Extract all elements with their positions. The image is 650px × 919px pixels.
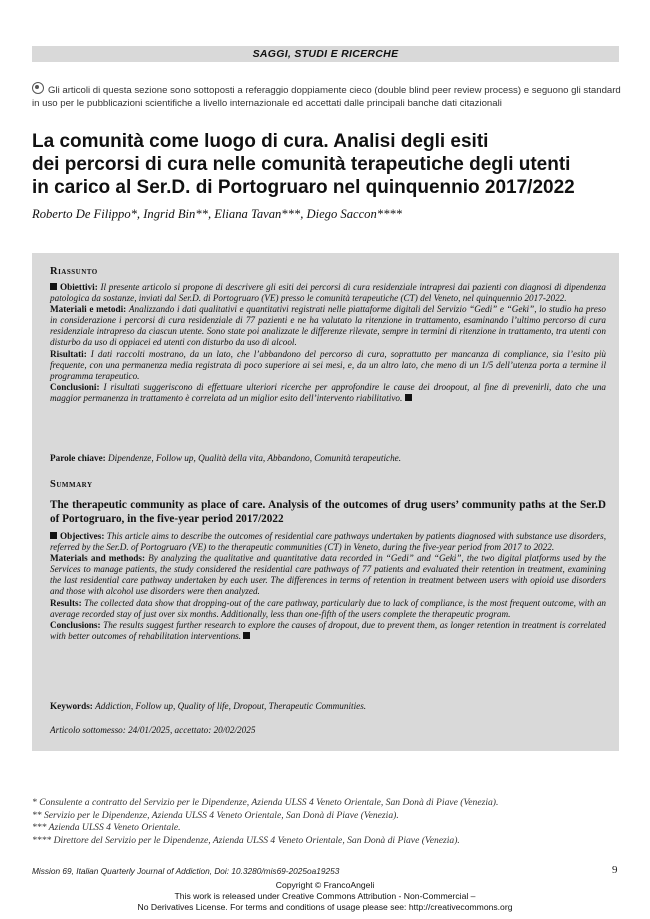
end-square-icon <box>405 394 412 401</box>
obiettivi-text: Il presente articolo si propone di descrivere gli esiti dei percorsi di cura residenziale intrapresi dai pazienti con diagnosi di dipendenza patologica da sostanze, inviati dal Ser.D. di Portogruaro (VE) presso le comunità terapeutiche (CT) del Veneto, nel quinquennio 2017-2022. <box>50 282 606 304</box>
conclusioni-text: I risultati suggeriscono di effettuare ulteriori ricerche per approfondire le cause dei droopout, al fine di prevenirli, dato che una maggior permanenza in trattamento è correlata ad un miglior esito dell’intervento riabilitativo. <box>50 381 607 403</box>
footnote: ** Servizio per le Dipendenze, Azienda ULSS 4 Veneto Orientale, San Donà di Piave (Venezia). <box>32 809 399 821</box>
obiettivi-label: Obiettivi: <box>60 282 98 292</box>
parole-chiave-text: Dipendenze, Follow up, Qualità della vita, Abbandono, Comunità terapeutiche. <box>108 453 402 463</box>
conclusioni-label: Conclusioni: <box>50 381 100 392</box>
peer-review-note <box>32 82 622 110</box>
copyright-line: Copyright © FrancoAngeli <box>275 880 375 890</box>
conclusions-text: The results suggest further research to explore the causes of dropout, due to prevent them, as longer retention in treatment is correlated with better outcomes of rehabilitation interventions. <box>50 619 606 641</box>
results-text: The collected data show that dropping-out of the care pathway, particularly due to lack of compliance, is the most frequent outcome, with an average recorded stay of just over six months. Additionally, less than one-fifth of the users complete the therapeutic program. <box>50 597 607 619</box>
title-line-2: dei percorsi di cura nelle comunità terapeutiche degli utenti <box>32 154 571 175</box>
title-line-3: in carico al Ser.D. di Portogruaro nel quinquennio 2017/2022 <box>32 177 575 198</box>
conclusions-label: Conclusions: <box>50 619 101 630</box>
keywords-text: Addiction, Follow up, Quality of life, Dropout, Therapeutic Communities. <box>95 701 367 711</box>
footnote: *** Azienda ULSS 4 Veneto Orientale. <box>32 822 181 833</box>
peer-review-text: Gli articoli di questa sezione sono sottoposti a referaggio doppiamente cieco (double blind peer review process) e seguono gli standard in uso per le pubblicazioni scientifiche a livello internazionale ed accettati dalle principali banche dati citazionali <box>32 85 621 109</box>
summary-title: The therapeutic community as place of care. Analysis of the outcomes of drug users’ community paths at the Ser.D of Portogruaro, in the five-year period 2017/2022 <box>50 499 606 525</box>
license-terms-line: No Derivatives License. For terms and conditions of usage please see: http://creativecommons.org <box>137 902 513 912</box>
results-label: Results: <box>50 597 82 608</box>
license-line: This work is released under Creative Commons Attribution - Non-Commercial – <box>174 891 476 901</box>
article-title <box>32 130 622 199</box>
keywords-label: Keywords: <box>50 701 93 711</box>
bullet-square-icon <box>50 532 57 539</box>
footnote: **** Direttore del Servizio per le Dipendenze, Azienda ULSS 4 Veneto Orientale, San Donà di Piave (Venezia). <box>32 834 460 846</box>
peer-review-seal-icon <box>32 82 44 94</box>
methods-label: Materials and methods: <box>50 553 146 564</box>
footnotes <box>32 797 622 847</box>
abstract-box <box>32 253 619 751</box>
objectives-text: This article aims to describe the outcomes of residential care pathways undertaken by patients diagnosed with substance use disorders, referred by the Ser.D. of Portogruaro (VE) to the therapeutic communities (CT) in Veneto, during the five-year period from 2017 to 2022. <box>50 531 606 553</box>
submission-dates: Articolo sottomesso: 24/01/2025, accettato: 20/02/2025 <box>50 725 256 735</box>
methods-text: By analyzing the qualitative and quantitative data recorded in “Gedi” and “Geki”, the two digital platforms used by the Services to manage patients, the study considered the residential care pathways of 77 patients and evaluated their retention in treatment, examining the last residential care pathway undertaken by each user. The differences in terms of retention in treatment between users with opioid use disorders and those with alcohol use disorders were then analyzed. <box>50 553 606 597</box>
metodi-label: Materiali e metodi: <box>50 304 127 315</box>
parole-chiave <box>50 453 606 464</box>
authors: Roberto De Filippo*, Ingrid Bin**, Eliana Tavan***, Diego Saccon**** <box>32 207 402 221</box>
bullet-square-icon <box>50 283 57 290</box>
section-header: SAGGI, STUDI E RICERCHE <box>32 46 619 62</box>
metodi-text: Analizzando i dati qualitativi e quantitativi registrati nelle piattaforme digitali del Servizio “Gedi” e “Geki”, lo studio ha preso in considerazione i percorsi di cura residenziale di 77 pazienti e ne ha valutato la ritenzione in trattamento, esaminando l’ultimo percorso di cura residenziale intrapreso da ciascun utente. Sono state poi analizzate le differenze rilevate, sempre in termini di ritenzione in trattamento, tra utenti con disturbo da uso di oppiacei ed utenti con disturbo da uso di alcool. <box>50 304 607 348</box>
objectives-label: Objectives: <box>60 531 105 541</box>
footnote: * Consulente a contratto del Servizio per le Dipendenze, Azienda ULSS 4 Veneto Orientale, San Donà di Piave (Venezia). <box>32 797 499 808</box>
keywords <box>50 701 606 712</box>
parole-chiave-label: Parole chiave: <box>50 453 106 463</box>
riassunto-heading: Riassunto <box>50 266 98 277</box>
risultati-label: Risultati: <box>50 348 87 359</box>
title-line-1: La comunità come luogo di cura. Analisi degli esiti <box>32 131 489 152</box>
riassunto-body <box>50 282 606 404</box>
page-number: 9 <box>612 864 618 876</box>
end-square-icon <box>243 632 250 639</box>
summary-body <box>50 531 606 642</box>
journal-citation: Mission 69, Italian Quarterly Journal of Addiction, Doi: 10.3280/mis69-2025oa19253 <box>32 866 340 876</box>
risultati-text: I dati raccolti mostrano, da un lato, che l’abbandono del percorso di cura, soprattutto per mancanza di compliance, sia l’esito più frequente, con una permanenza media registrata di poco superiore ai sei mesi, e, da un altro lato, che meno di un 1/5 dell’utenza porta a termine il programma terapeutico. <box>50 348 607 381</box>
summary-heading: Summary <box>50 479 93 490</box>
copyright-notice <box>0 880 650 913</box>
